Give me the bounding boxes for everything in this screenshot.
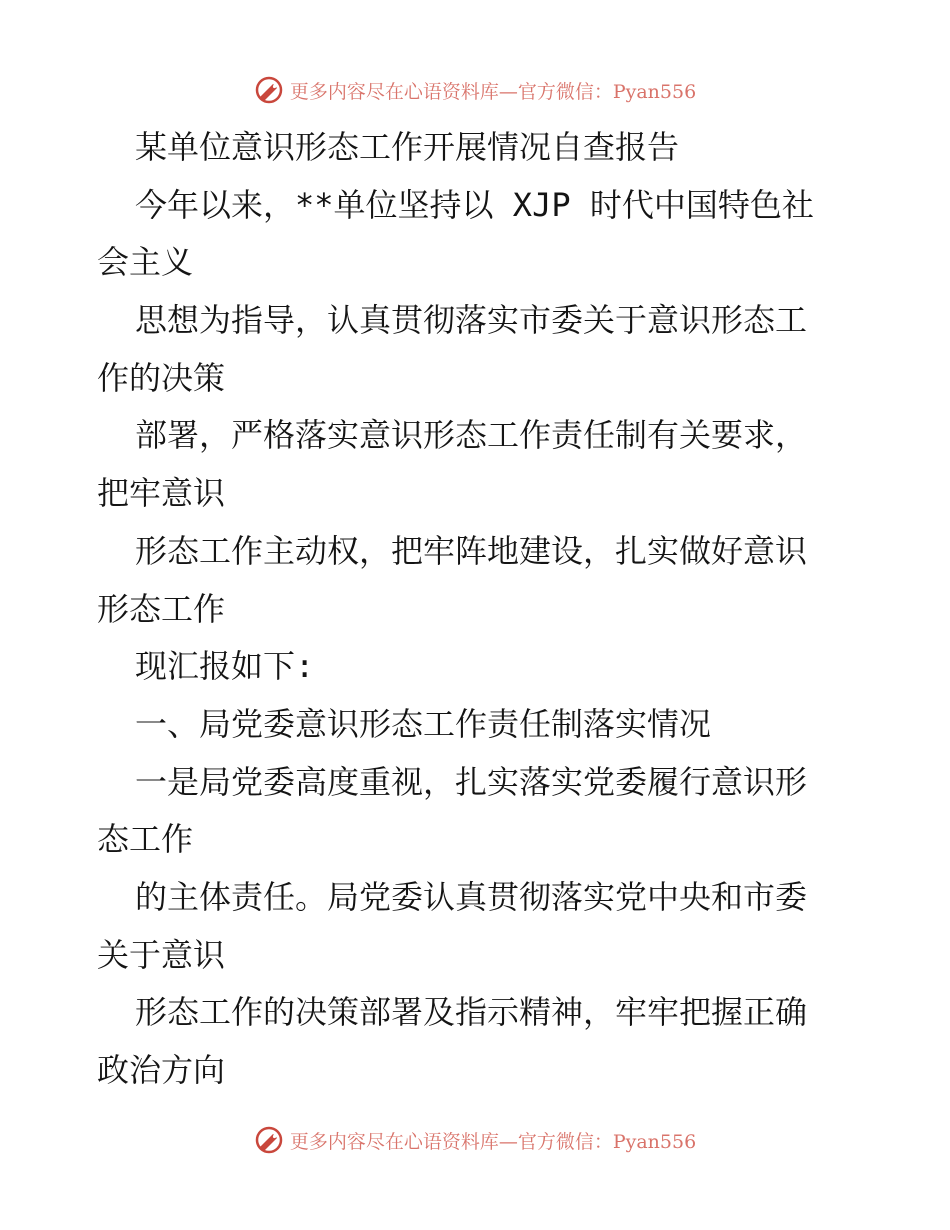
paragraph-line: 一是局党委高度重视，扎实落实党委履行意识形 [135,762,808,801]
paragraph-line: 形态工作 [97,589,226,628]
document-body [97,119,857,1100]
paragraph-line: 的主体责任。局党委认真贯彻落实党中央和市委 [135,877,808,916]
paragraph-line: 政治方向 [97,1051,226,1089]
header-watermark-banner [0,70,950,110]
paragraph-line: 思想为指导，认真贯彻落实市委关于意识形态工 [135,301,808,340]
pen-nib-logo-icon [254,75,284,105]
paragraph-line: 关于意识 [97,935,226,974]
footer-watermark-text: 更多内容尽在心语资料库—官方微信：Pyan556 [289,1130,697,1153]
paragraph-line: 作的决策 [97,358,226,397]
paragraph-line: 形态工作主动权，把牢阵地建设，扎实做好意识 [135,531,808,570]
document-title: 某单位意识形态工作开展情况自查报告 [135,128,680,166]
section-heading: 一、局党委意识形态工作责任制落实情况 [135,704,712,743]
paragraph-line: 部署，严格落实意识形态工作责任制有关要求， [135,416,808,455]
footer-watermark-banner [0,1120,950,1160]
paragraph-line: 会主义 [97,243,194,282]
pen-nib-logo-icon [254,1125,284,1155]
paragraph-line: 态工作 [97,820,194,859]
paragraph-line: 现汇报如下: [135,647,315,686]
paragraph-line: 把牢意识 [97,474,226,513]
paragraph-line: 今年以来，**单位坚持以 XJP 时代中国特色社 [135,185,814,224]
header-watermark-text: 更多内容尽在心语资料库—官方微信：Pyan556 [289,80,697,103]
paragraph-line: 形态工作的决策部署及指示精神，牢牢把握正确 [135,993,808,1032]
